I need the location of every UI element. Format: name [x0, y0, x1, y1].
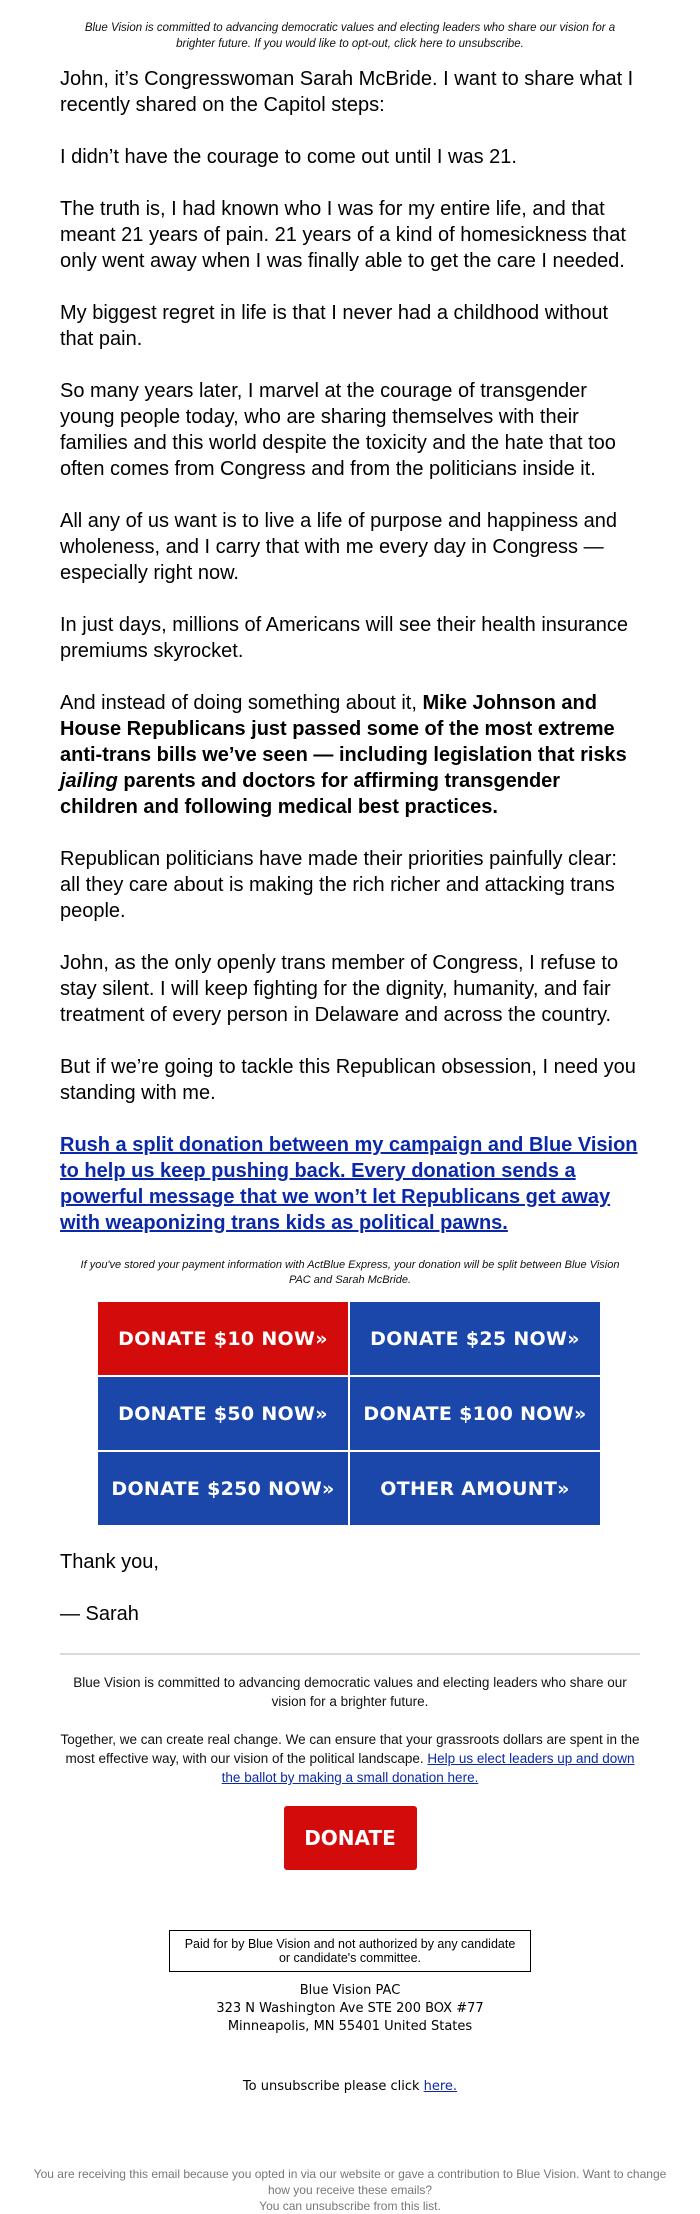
unsubscribe-link[interactable]: here.	[423, 2079, 458, 2094]
letter-paragraph: All any of us want is to live a life of purpose and happiness and wholeness, and I carry that with me every day in Congress — especially right now.	[60, 510, 618, 584]
actblue-express-note: If you've stored your payment information with ActBlue Express, your donation will be split between Blue Vision PAC and Sarah McBride.	[80, 1259, 620, 1286]
footer-mission: Blue Vision is committed to advancing democratic values and electing leaders who share our vision for a brighter future.	[73, 1675, 627, 1709]
split-donation-link[interactable]: Rush a split donation between my campaign and Blue Vision to help us keep pushing back. Every donation sends a powerful message that we won’t let Republicans get away with weaponizing trans kids as political pawns.	[60, 1134, 638, 1234]
donate-other-amount-button[interactable]: OTHER AMOUNT»	[350, 1452, 600, 1525]
letter-paragraph: John, it’s Congresswoman Sarah McBride. I want to share what I recently shared on the Capitol steps:	[60, 68, 634, 116]
letter-paragraph: Republican politicians have made their priorities painfully clear: all they care about is making the rich richer and attacking trans people.	[60, 848, 617, 922]
letter-paragraph: I didn’t have the courage to come out until I was 21.	[60, 146, 517, 168]
pac-address	[0, 1982, 700, 2036]
donate-50-button[interactable]: DONATE $50 NOW»	[98, 1377, 348, 1450]
address-line: Blue Vision PAC	[299, 1983, 401, 1998]
unsubscribe-text: To unsubscribe please click	[242, 2079, 424, 2094]
footer-donate-button[interactable]: DONATE	[284, 1806, 417, 1870]
footer-divider	[60, 1653, 640, 1655]
bold-para-lead: And instead of doing something about it,	[60, 692, 423, 714]
letter-paragraph: My biggest regret in life is that I never had a childhood without that pain.	[60, 302, 609, 350]
address-line: 323 N Washington Ave STE 200 BOX #77	[216, 2001, 484, 2016]
footer-text	[60, 1673, 640, 1787]
letter-paragraph-bold	[60, 690, 640, 820]
bold-para-a: Mike Johnson and House Republicans just passed some of the most extreme anti-trans bills we’ve seen — including legislation that risks	[60, 692, 627, 766]
bold-para-b: parents and doctors for affirming transgender children and following medical best practices.	[60, 770, 561, 818]
donate-250-button[interactable]: DONATE $250 NOW»	[98, 1452, 348, 1525]
unsubscribe-line	[0, 2078, 700, 2096]
donate-button-grid	[98, 1302, 602, 1525]
letter-paragraph: John, as the only openly trans member of Congress, I refuse to stay silent. I will keep fighting for the dignity, humanity, and fair treatment of every person in Delaware and across the country.	[60, 952, 619, 1026]
donate-100-button[interactable]: DONATE $100 NOW»	[350, 1377, 600, 1450]
signoff-name: — Sarah	[60, 1603, 139, 1625]
letter-paragraph: The truth is, I had known who I was for my entire life, and that meant 21 years of pain. 21 years of a kind of homesickness that only went away when I was finally able to get the care I needed.	[60, 198, 626, 272]
bold-para-italic: jailing	[60, 770, 118, 792]
paid-for-disclaimer: Paid for by Blue Vision and not authorized by any candidate or candidate's committee.	[169, 1930, 531, 1972]
letter-paragraph: In just days, millions of Americans will see their health insurance premiums skyrocket.	[60, 614, 629, 662]
legal-notice	[30, 2166, 670, 2214]
footer-donate-link[interactable]: Help us elect leaders up and down the ballot by making a small donation here.	[221, 1751, 635, 1785]
legal-line-1: You are receiving this email because you opted in via our website or gave a contribution to Blue Vision. Want to change how you receive these emails?	[33, 2167, 667, 2197]
letter-paragraph: But if we’re going to tackle this Republican obsession, I need you standing with me.	[60, 1056, 636, 1104]
signoff	[60, 1549, 640, 1627]
signoff-thanks: Thank you,	[60, 1551, 159, 1573]
footer-together	[60, 1730, 640, 1787]
letter-paragraph: So many years later, I marvel at the courage of transgender young people today, who are sharing themselves with their families and this world despite the toxicity and the hate that too often comes from Congress and from the politicians inside it.	[60, 380, 616, 480]
address-line: Minneapolis, MN 55401 United States	[227, 2019, 473, 2034]
donate-25-button[interactable]: DONATE $25 NOW»	[350, 1302, 600, 1375]
donate-10-button[interactable]: DONATE $10 NOW»	[98, 1302, 348, 1375]
preheader-text[interactable]: Blue Vision is committed to advancing democratic values and electing leaders who share our vision for a brighter future. If you would like to opt-out, click here to unsubscribe.	[84, 22, 616, 50]
legal-line-2[interactable]: You can unsubscribe from this list.	[259, 2199, 441, 2213]
letter-body	[60, 66, 640, 1236]
footer-together-text: Together, we can create real change. We can ensure that your grassroots dollars are spent in the most effective way, with our vision of the political landscape.	[60, 1732, 640, 1766]
